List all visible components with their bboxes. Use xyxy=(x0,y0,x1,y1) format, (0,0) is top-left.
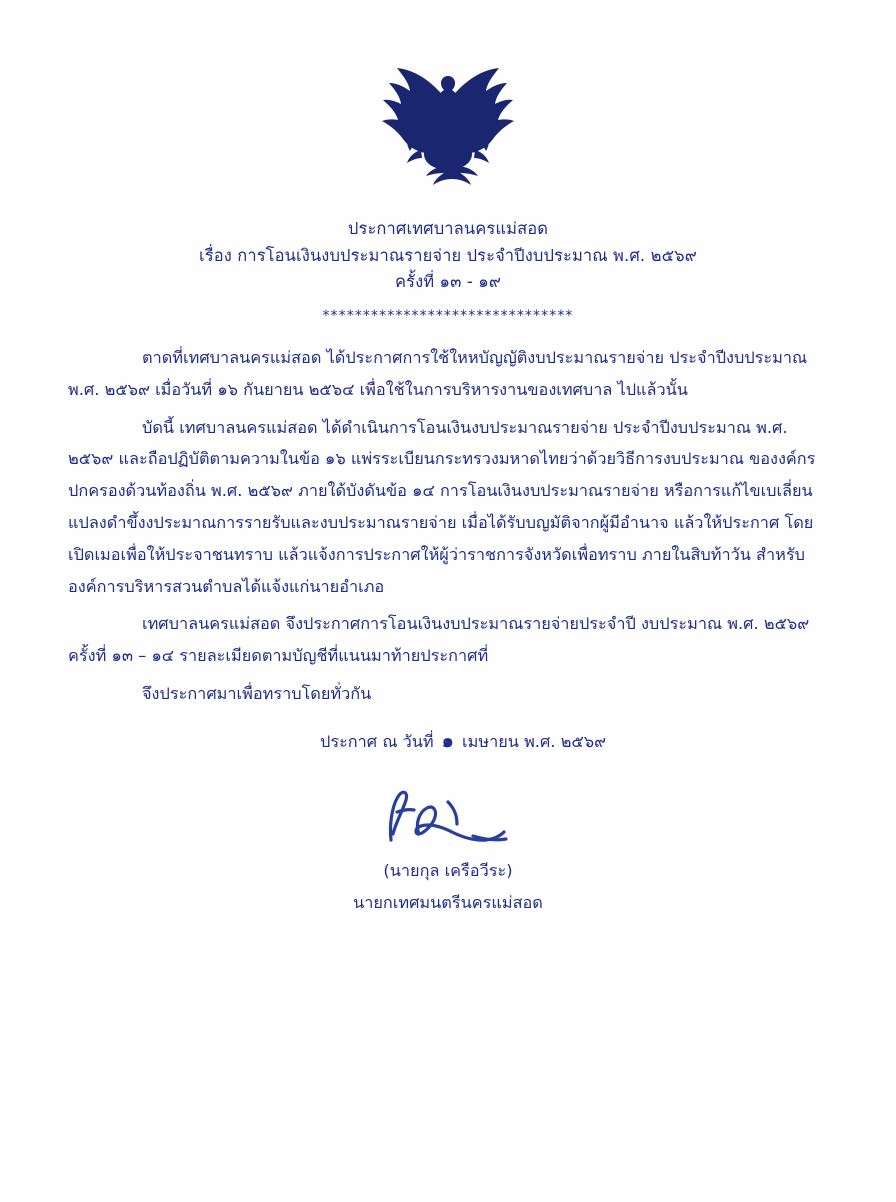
paragraph-1: ตาดที่เทศบาลนครแม่สอด ได้ประกาศการใช้ใหหบัญญัติงบประมาณรายจ่าย ประจำปีงบประมาณ พ.ศ. ๒๕๖๙ เมื่อวันที่ ๑๖ กันยายน ๒๕๖๔ เพื่อใช้ในการบริหารงานของเทศบาล ไปแล้วนั้น xyxy=(68,348,808,399)
signature-block xyxy=(68,782,828,912)
announcement-date-line xyxy=(68,726,828,756)
paragraph-4: จึงประกาศมาเพื่อทราบโดยทั่วกัน xyxy=(142,683,372,703)
header-line-issue-number: ครั้งที่ ๑๓ - ๑๙ xyxy=(394,272,502,292)
date-month: เมษายน xyxy=(462,731,519,751)
date-year-prefix: พ.ศ. xyxy=(524,731,556,751)
date-year: ๒๕๖๙ xyxy=(560,731,607,751)
header-line-organization: ประกาศเทศบาลนครแม่สอด xyxy=(347,219,549,238)
date-day: ๑ xyxy=(441,729,454,752)
page-bottom-whitespace xyxy=(68,902,828,1202)
garuda-emblem xyxy=(373,62,523,194)
date-prefix: ประกาศ ณ วันที่ xyxy=(319,731,434,751)
signatory-name: (นายกุล เครือวีระ) xyxy=(383,860,513,880)
emblem-container xyxy=(68,62,828,202)
paragraph-2: บัดนี้ เทศบาลนครแม่สอด ได้ดำเนินการโอนเงินงบประมาณรายจ่าย ประจำปีงบประมาณ พ.ศ. ๒๕๖๙ และถือปฏิบัติตามความในข้อ ๑๖ แพ่รระเบียนกระทรวงมหาดไทยว่าด้วยวิธีการงบประมาณ ของงค์กรปกครองด้วนท้องถิ่น พ.ศ. ๒๕๖๙ ภายใด้บังดันข้อ ๑๔ การโอนเงินงบประมาณรายจ่าย หรือการแก้ไขเบเลี่ยนแปลงดำขึ้งงประมาณการรายรับและงบประมาณรายจ่าย เมื่อได้รับบญมัติจากผู้มีอำนาจ แล้วให้ประกาศ โดยเปิดเมอเพื่อให้ประจาชนทราบ แล้วแจ้งการประกาศให้ผู้ว่าราชการจังหวัดเพื่อทราบ ภายในสิบท้าวัน สำหรับองค์การบริหารสวนตำบลได้แจ้งแก่นายอำเภอ xyxy=(68,417,816,596)
document-body xyxy=(68,342,828,709)
header-star-divider: ******************************* xyxy=(322,308,574,325)
document-header xyxy=(68,216,828,296)
paragraph-3: เทศบาลนครแม่สอด จึงประกาศการโอนเงินงบประมาณรายจ่ายประจำปี งบประมาณ พ.ศ. ๒๕๖๙ ครั้งที่ ๑๓ – ๑๔ รายละเมียดตามบัญชีที่แนนมาท้ายประกาศที่ xyxy=(68,614,810,666)
header-line-subject: เรื่อง การโอนเงินงบประมาณรายจ่าย ประจำปีงบประมาณ พ.ศ. ๒๕๖๙ xyxy=(199,245,697,265)
handwritten-signature xyxy=(353,782,543,856)
signatory-title: นายกเทศมนตรีนครแม่สอด xyxy=(353,892,543,912)
